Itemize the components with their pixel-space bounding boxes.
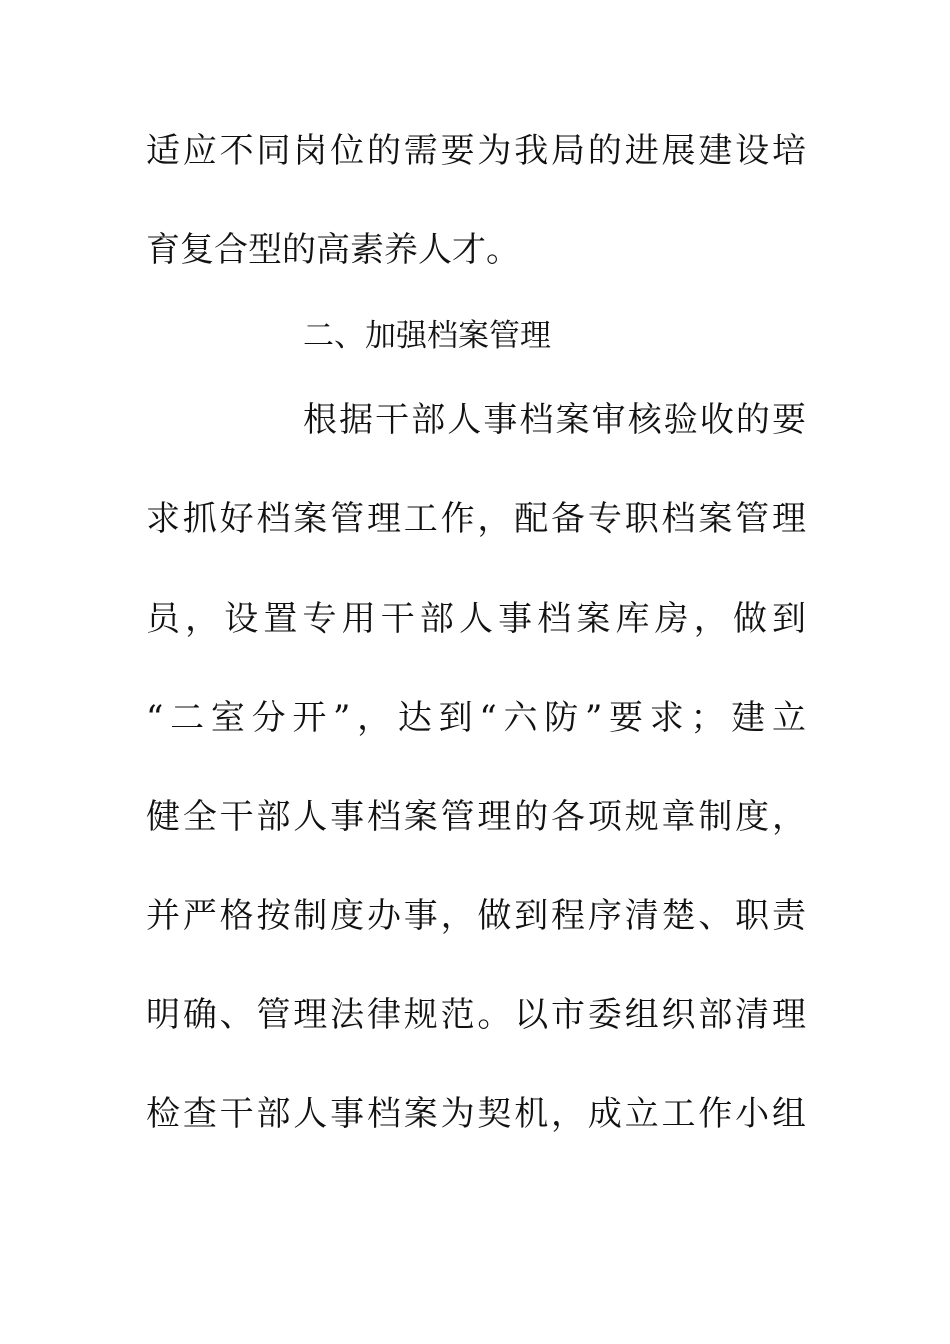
paragraph-2-line-2: 求抓好档案管理工作，配备专职档案管理 (146, 499, 806, 539)
paragraph-2-line-5: 健全干部人事档案管理的各项规章制度， (146, 797, 806, 837)
paragraph-2-line-6: 并严格按制度办事，做到程序清楚、职责 (146, 896, 806, 936)
section-heading: 二、加强档案管理 (303, 318, 551, 354)
paragraph-1-line-2: 育复合型的高素养人才。 (146, 230, 520, 270)
paragraph-2-line-3: 员，设置专用干部人事档案库房，做到 (146, 599, 806, 639)
paragraph-2-line-8: 检查干部人事档案为契机，成立工作小组 (146, 1094, 806, 1134)
paragraph-2-line-1: 根据干部人事档案审核验收的要 (303, 400, 806, 440)
paragraph-1-line-1: 适应不同岗位的需要为我局的进展建设培 (146, 131, 806, 171)
paragraph-2-line-4: “二室分开”，达到“六防”要求；建立 (146, 698, 806, 738)
paragraph-2-line-7: 明确、管理法律规范。以市委组织部清理 (146, 995, 806, 1035)
